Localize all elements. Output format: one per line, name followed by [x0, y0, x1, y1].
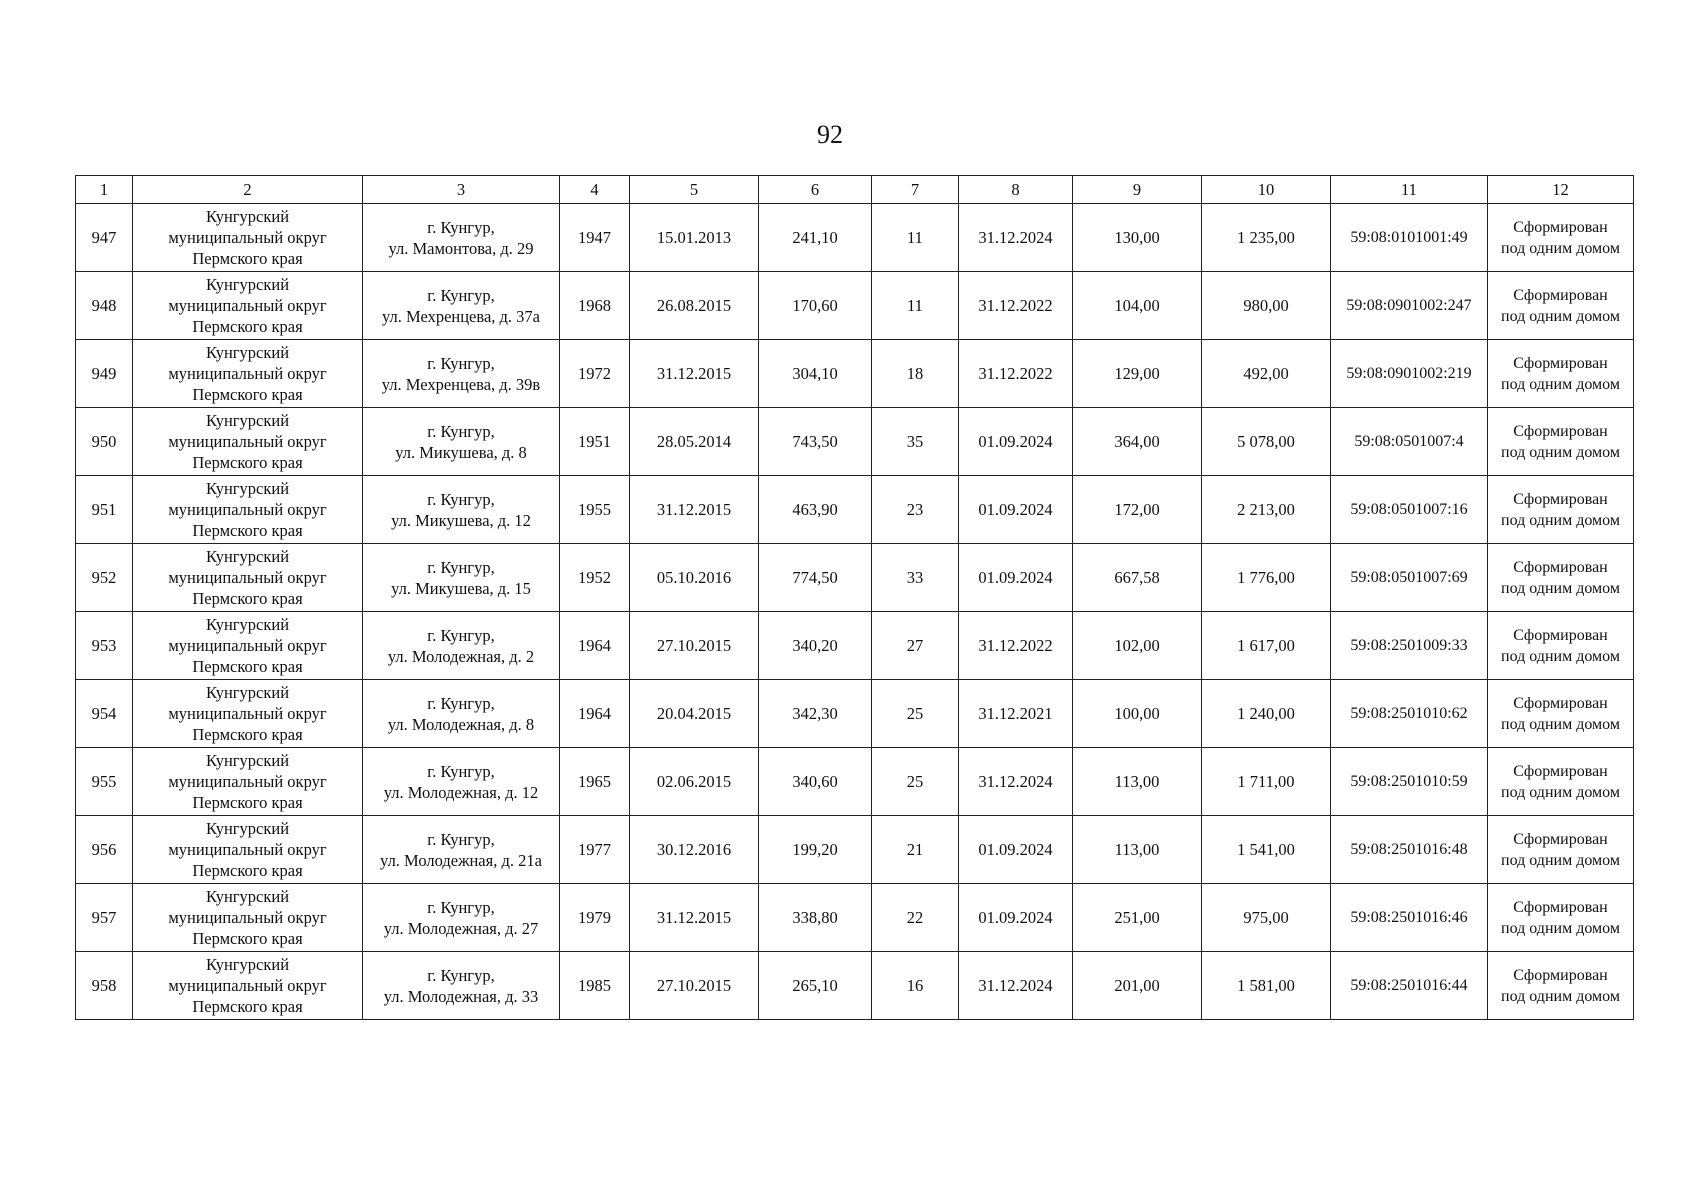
value-cell: 113,00	[1073, 816, 1202, 884]
cadastral-number-cell: 59:08:2501016:44	[1331, 952, 1488, 1020]
district-cell-line: муниципальный округ	[168, 976, 327, 995]
year-cell: 1985	[560, 952, 630, 1020]
area-cell: 340,60	[759, 748, 872, 816]
status-cell-line: Сформирован	[1513, 966, 1608, 984]
year-cell: 1965	[560, 748, 630, 816]
status-cell	[1488, 272, 1634, 340]
address-cell-line: г. Кунгур,	[427, 217, 495, 237]
address-cell-line: ул. Молодежная, д. 2	[387, 646, 535, 666]
district-cell-line: Пермского края	[192, 657, 303, 676]
address-cell-line: г. Кунгур,	[427, 421, 495, 441]
date-cell: 02.06.2015	[630, 748, 759, 816]
row-number-cell: 949	[76, 340, 133, 408]
date-cell: 31.12.2015	[630, 884, 759, 952]
cadastral-number-cell: 59:08:0101001:49	[1331, 204, 1488, 272]
count-cell: 11	[872, 204, 959, 272]
value-cell: 130,00	[1073, 204, 1202, 272]
table-row	[76, 884, 1634, 952]
address-cell-line: г. Кунгур,	[427, 761, 495, 781]
cadastral-number-cell: 59:08:0901002:219	[1331, 340, 1488, 408]
year-cell: 1979	[560, 884, 630, 952]
district-cell-line: Кунгурский	[205, 955, 290, 974]
column-header-3: 3	[363, 176, 560, 204]
status-cell	[1488, 884, 1634, 952]
address-cell	[363, 748, 560, 816]
district-cell-line: Пермского края	[192, 929, 303, 948]
status-cell	[1488, 408, 1634, 476]
district-cell	[133, 748, 363, 816]
count-cell: 11	[872, 272, 959, 340]
value-cell: 201,00	[1073, 952, 1202, 1020]
area-cell: 338,80	[759, 884, 872, 952]
cadastral-number-cell: 59:08:2501010:59	[1331, 748, 1488, 816]
status-cell-line: под одним домом	[1501, 851, 1620, 869]
status-cell	[1488, 544, 1634, 612]
date-cell: 31.12.2022	[959, 272, 1073, 340]
value-cell: 2 213,00	[1202, 476, 1331, 544]
status-cell-line: под одним домом	[1501, 987, 1620, 1005]
value-cell: 975,00	[1202, 884, 1331, 952]
cadastral-number-cell: 59:08:2501016:46	[1331, 884, 1488, 952]
cadastral-number-cell: 59:08:2501010:62	[1331, 680, 1488, 748]
value-cell: 113,00	[1073, 748, 1202, 816]
status-cell-line: Сформирован	[1513, 762, 1608, 780]
status-cell-line: Сформирован	[1513, 422, 1608, 440]
date-cell: 01.09.2024	[959, 476, 1073, 544]
date-cell: 26.08.2015	[630, 272, 759, 340]
header-row	[76, 176, 1634, 204]
date-cell: 31.12.2024	[959, 748, 1073, 816]
table-row	[76, 204, 1634, 272]
district-cell-line: муниципальный округ	[168, 772, 327, 791]
district-cell-line: муниципальный округ	[168, 364, 327, 383]
address-cell	[363, 204, 560, 272]
status-cell-line: под одним домом	[1501, 307, 1620, 325]
cadastral-number-cell: 59:08:0901002:247	[1331, 272, 1488, 340]
column-header-6: 6	[759, 176, 872, 204]
address-cell-line: г. Кунгур,	[427, 557, 495, 577]
status-cell-line: под одним домом	[1501, 375, 1620, 393]
table-row	[76, 272, 1634, 340]
address-cell-line: ул. Молодежная, д. 21а	[380, 850, 542, 870]
district-cell-line: муниципальный округ	[168, 500, 327, 519]
row-number-cell: 948	[76, 272, 133, 340]
date-cell: 01.09.2024	[959, 544, 1073, 612]
address-cell	[363, 952, 560, 1020]
address-cell-line: ул. Мамонтова, д. 29	[388, 238, 534, 258]
status-cell-line: под одним домом	[1501, 919, 1620, 937]
year-cell: 1951	[560, 408, 630, 476]
district-cell-line: Пермского края	[192, 725, 303, 744]
cadastral-number-cell: 59:08:0501007:16	[1331, 476, 1488, 544]
row-number-cell: 950	[76, 408, 133, 476]
date-cell: 31.12.2022	[959, 340, 1073, 408]
district-cell	[133, 408, 363, 476]
year-cell: 1947	[560, 204, 630, 272]
date-cell: 01.09.2024	[959, 884, 1073, 952]
address-cell	[363, 816, 560, 884]
area-cell: 743,50	[759, 408, 872, 476]
value-cell: 1 235,00	[1202, 204, 1331, 272]
district-cell-line: Пермского края	[192, 521, 303, 540]
value-cell: 1 541,00	[1202, 816, 1331, 884]
district-cell-line: Кунгурский	[205, 207, 290, 226]
cadastral-number-cell: 59:08:0501007:4	[1331, 408, 1488, 476]
address-cell	[363, 544, 560, 612]
address-cell-line: ул. Молодежная, д. 33	[383, 986, 539, 1006]
district-cell-line: Кунгурский	[205, 343, 290, 362]
table-body	[76, 204, 1634, 1020]
address-cell-line: г. Кунгур,	[427, 625, 495, 645]
count-cell: 25	[872, 748, 959, 816]
district-cell-line: муниципальный округ	[168, 704, 327, 723]
address-cell-line: ул. Мехренцева, д. 37а	[382, 306, 540, 326]
value-cell: 104,00	[1073, 272, 1202, 340]
status-cell-line: Сформирован	[1513, 286, 1608, 304]
status-cell-line: Сформирован	[1513, 830, 1608, 848]
year-cell: 1955	[560, 476, 630, 544]
year-cell: 1968	[560, 272, 630, 340]
value-cell: 172,00	[1073, 476, 1202, 544]
address-cell-line: ул. Микушева, д. 8	[395, 442, 527, 462]
value-cell: 251,00	[1073, 884, 1202, 952]
district-cell	[133, 272, 363, 340]
district-cell-line: муниципальный округ	[168, 228, 327, 247]
area-cell: 170,60	[759, 272, 872, 340]
housing-registry-table	[75, 175, 1634, 1020]
count-cell: 23	[872, 476, 959, 544]
column-header-1: 1	[76, 176, 133, 204]
address-cell-line: г. Кунгур,	[427, 829, 495, 849]
area-cell: 463,90	[759, 476, 872, 544]
status-cell-line: под одним домом	[1501, 715, 1620, 733]
address-cell-line: г. Кунгур,	[427, 965, 495, 985]
date-cell: 28.05.2014	[630, 408, 759, 476]
status-cell-line: под одним домом	[1501, 239, 1620, 257]
district-cell-line: муниципальный округ	[168, 636, 327, 655]
column-header-9: 9	[1073, 176, 1202, 204]
cadastral-number-cell: 59:08:2501016:48	[1331, 816, 1488, 884]
date-cell: 27.10.2015	[630, 612, 759, 680]
date-cell: 31.12.2022	[959, 612, 1073, 680]
table-header	[76, 176, 1634, 204]
district-cell-line: Пермского края	[192, 317, 303, 336]
status-cell-line: под одним домом	[1501, 647, 1620, 665]
table-row	[76, 680, 1634, 748]
count-cell: 35	[872, 408, 959, 476]
address-cell-line: ул. Микушева, д. 15	[391, 578, 531, 598]
district-cell-line: муниципальный округ	[168, 296, 327, 315]
value-cell: 100,00	[1073, 680, 1202, 748]
district-cell-line: Пермского края	[192, 385, 303, 404]
year-cell: 1952	[560, 544, 630, 612]
row-number-cell: 951	[76, 476, 133, 544]
row-number-cell: 954	[76, 680, 133, 748]
district-cell-line: Пермского края	[192, 453, 303, 472]
column-header-7: 7	[872, 176, 959, 204]
status-cell	[1488, 340, 1634, 408]
status-cell	[1488, 952, 1634, 1020]
row-number-cell: 958	[76, 952, 133, 1020]
value-cell: 1 711,00	[1202, 748, 1331, 816]
row-number-cell: 953	[76, 612, 133, 680]
date-cell: 31.12.2015	[630, 340, 759, 408]
district-cell-line: Кунгурский	[205, 411, 290, 430]
column-header-5: 5	[630, 176, 759, 204]
district-cell	[133, 612, 363, 680]
value-cell: 1 240,00	[1202, 680, 1331, 748]
table-row	[76, 340, 1634, 408]
address-cell-line: ул. Молодежная, д. 12	[383, 782, 539, 802]
district-cell-line: муниципальный округ	[168, 568, 327, 587]
district-cell	[133, 952, 363, 1020]
district-cell	[133, 816, 363, 884]
area-cell: 340,20	[759, 612, 872, 680]
area-cell: 265,10	[759, 952, 872, 1020]
count-cell: 16	[872, 952, 959, 1020]
address-cell-line: ул. Молодежная, д. 27	[383, 918, 539, 938]
page-number: 92	[817, 120, 843, 149]
district-cell-line: Кунгурский	[205, 683, 290, 702]
status-cell-line: Сформирован	[1513, 558, 1608, 576]
table-row	[76, 816, 1634, 884]
area-cell: 304,10	[759, 340, 872, 408]
district-cell	[133, 680, 363, 748]
value-cell: 1 581,00	[1202, 952, 1331, 1020]
area-cell: 774,50	[759, 544, 872, 612]
status-cell-line: Сформирован	[1513, 218, 1608, 236]
row-number-cell: 947	[76, 204, 133, 272]
cadastral-number-cell: 59:08:0501007:69	[1331, 544, 1488, 612]
date-cell: 05.10.2016	[630, 544, 759, 612]
value-cell: 667,58	[1073, 544, 1202, 612]
date-cell: 31.12.2024	[959, 204, 1073, 272]
value-cell: 5 078,00	[1202, 408, 1331, 476]
column-header-10: 10	[1202, 176, 1331, 204]
district-cell-line: Кунгурский	[205, 275, 290, 294]
row-number-cell: 955	[76, 748, 133, 816]
column-header-2: 2	[133, 176, 363, 204]
district-cell-line: Кунгурский	[205, 615, 290, 634]
status-cell-line: Сформирован	[1513, 898, 1608, 916]
district-cell	[133, 544, 363, 612]
address-cell-line: ул. Мехренцева, д. 39в	[381, 374, 541, 394]
address-cell-line: г. Кунгур,	[427, 897, 495, 917]
table-row	[76, 612, 1634, 680]
status-cell-line: под одним домом	[1501, 783, 1620, 801]
table-row	[76, 748, 1634, 816]
table-row	[76, 476, 1634, 544]
column-header-12: 12	[1488, 176, 1634, 204]
column-header-8: 8	[959, 176, 1073, 204]
district-cell-line: Пермского края	[192, 589, 303, 608]
value-cell: 1 776,00	[1202, 544, 1331, 612]
area-cell: 342,30	[759, 680, 872, 748]
count-cell: 22	[872, 884, 959, 952]
table-row	[76, 952, 1634, 1020]
district-cell-line: Кунгурский	[205, 547, 290, 566]
district-cell-line: Кунгурский	[205, 887, 290, 906]
date-cell: 20.04.2015	[630, 680, 759, 748]
status-cell	[1488, 204, 1634, 272]
address-cell-line: ул. Микушева, д. 12	[391, 510, 531, 530]
count-cell: 18	[872, 340, 959, 408]
district-cell	[133, 340, 363, 408]
year-cell: 1972	[560, 340, 630, 408]
value-cell: 102,00	[1073, 612, 1202, 680]
address-cell-line: г. Кунгур,	[427, 285, 495, 305]
status-cell	[1488, 476, 1634, 544]
count-cell: 27	[872, 612, 959, 680]
status-cell-line: Сформирован	[1513, 490, 1608, 508]
address-cell	[363, 680, 560, 748]
column-header-11: 11	[1331, 176, 1488, 204]
status-cell-line: под одним домом	[1501, 443, 1620, 461]
year-cell: 1964	[560, 680, 630, 748]
district-cell	[133, 476, 363, 544]
date-cell: 01.09.2024	[959, 816, 1073, 884]
district-cell-line: Кунгурский	[205, 819, 290, 838]
value-cell: 1 617,00	[1202, 612, 1331, 680]
date-cell: 30.12.2016	[630, 816, 759, 884]
address-cell-line: г. Кунгур,	[427, 353, 495, 373]
status-cell	[1488, 816, 1634, 884]
area-cell: 241,10	[759, 204, 872, 272]
value-cell: 364,00	[1073, 408, 1202, 476]
address-cell-line: г. Кунгур,	[427, 489, 495, 509]
date-cell: 31.12.2024	[959, 952, 1073, 1020]
table-row	[76, 544, 1634, 612]
address-cell	[363, 272, 560, 340]
row-number-cell: 956	[76, 816, 133, 884]
year-cell: 1977	[560, 816, 630, 884]
status-cell-line: Сформирован	[1513, 354, 1608, 372]
row-number-cell: 957	[76, 884, 133, 952]
cadastral-number-cell: 59:08:2501009:33	[1331, 612, 1488, 680]
district-cell-line: муниципальный округ	[168, 840, 327, 859]
count-cell: 21	[872, 816, 959, 884]
date-cell: 01.09.2024	[959, 408, 1073, 476]
value-cell: 129,00	[1073, 340, 1202, 408]
date-cell: 27.10.2015	[630, 952, 759, 1020]
district-cell	[133, 204, 363, 272]
status-cell-line: Сформирован	[1513, 626, 1608, 644]
district-cell-line: Пермского края	[192, 997, 303, 1016]
year-cell: 1964	[560, 612, 630, 680]
address-cell-line: ул. Молодежная, д. 8	[387, 714, 535, 734]
status-cell	[1488, 612, 1634, 680]
address-cell	[363, 340, 560, 408]
address-cell	[363, 884, 560, 952]
area-cell: 199,20	[759, 816, 872, 884]
district-cell-line: муниципальный округ	[168, 908, 327, 927]
value-cell: 492,00	[1202, 340, 1331, 408]
table-row	[76, 408, 1634, 476]
column-header-4: 4	[560, 176, 630, 204]
status-cell	[1488, 680, 1634, 748]
district-cell-line: Пермского края	[192, 249, 303, 268]
count-cell: 33	[872, 544, 959, 612]
address-cell	[363, 476, 560, 544]
district-cell	[133, 884, 363, 952]
status-cell-line: под одним домом	[1501, 511, 1620, 529]
status-cell-line: Сформирован	[1513, 694, 1608, 712]
count-cell: 25	[872, 680, 959, 748]
district-cell-line: Пермского края	[192, 793, 303, 812]
status-cell-line: под одним домом	[1501, 579, 1620, 597]
district-cell-line: Кунгурский	[205, 751, 290, 770]
address-cell-line: г. Кунгур,	[427, 693, 495, 713]
district-cell-line: Пермского края	[192, 861, 303, 880]
date-cell: 15.01.2013	[630, 204, 759, 272]
value-cell: 980,00	[1202, 272, 1331, 340]
district-cell-line: Кунгурский	[205, 479, 290, 498]
address-cell	[363, 408, 560, 476]
address-cell	[363, 612, 560, 680]
date-cell: 31.12.2021	[959, 680, 1073, 748]
district-cell-line: муниципальный округ	[168, 432, 327, 451]
row-number-cell: 952	[76, 544, 133, 612]
status-cell	[1488, 748, 1634, 816]
date-cell: 31.12.2015	[630, 476, 759, 544]
